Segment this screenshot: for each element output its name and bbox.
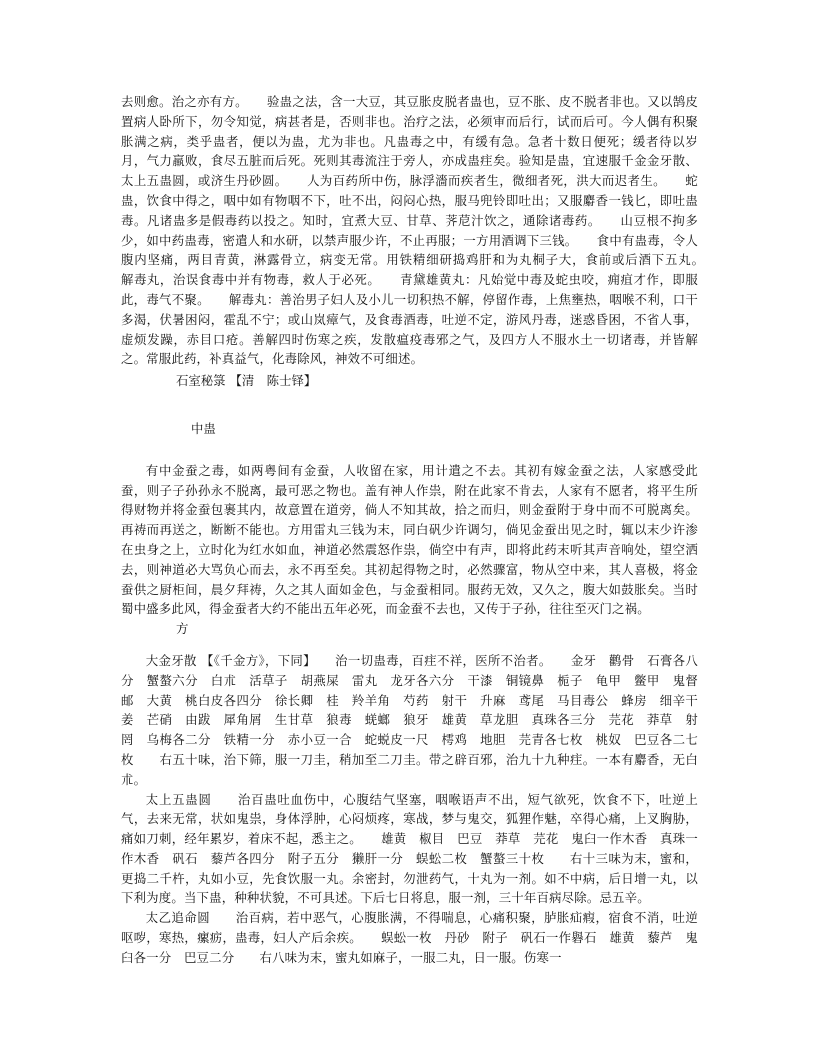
source-citation: 石室秘箓 【清 陈士铎】	[176, 373, 317, 389]
subsection-fang: 方	[176, 621, 189, 637]
recipe-taiyi: 太乙追命圆 治百病，若中恶气，心腹胀满，不得喘息，心痛积聚，胪胀疝瘕，宿食不消，吐逆呕哕，寒热，瘰疬，蛊毒，妇人产后余疾。 蜈蚣一枚 丹砂 附子 矾石一作礜石 雄黄 藜芦 鬼臼各一分 巴豆二分 右八味为末，蜜丸如麻子，一服二丸，日一服。伤寒一	[121, 910, 698, 965]
page-body	[121, 92, 724, 968]
recipe-dajinya: 大金牙散 【《千金方》，下同】 治一切蛊毒，百疰不祥，医所不治者。 金牙 鹳骨 石膏各八分 蟹螯六分 白朮 活草子 胡燕屎 雷丸 龙牙各六分 干漆 铜镜鼻 栀子 龟甲 鳖甲 鬼督邮 大黄 桃白皮各四分 徐长卿 桂 羚羊角 芍药 射干 升麻 鸢尾 马目毒公 蜂房 细辛干姜 芒硝 由跋 犀角屑 生甘草 狼毒 蜣螂 狼牙 雄黄 草龙胆 真珠各三分 芫花 莽草 射罔 乌梅各二分 铁精一分 赤小豆一合 蛇蜕皮一尺 樗鸡 地胆 芫青各七枚 桃奴 巴豆各二七枚 右五十味，治下筛，服一刀圭，稍加至二刀圭。带之辟百邪，治九十九种疰。一本有麝香，无白朮。	[121, 652, 698, 787]
section-title: 中蛊	[191, 420, 216, 436]
recipe-taishang: 太上五蛊圆 治百蛊吐血伤中，心腹结气坚塞，咽喉语声不出，短气欲死，饮食不下，吐逆上气，去来无常，状如鬼祟，身体浮肿，心闷烦疼，寒战，梦与鬼交，狐狸作魅，卒得心痛，上叉胸胁，痛如刀刺，经年累岁，着床不起，悉主之。 雄黄 椒目 巴豆 莽草 芫花 鬼臼一作木香 真珠一作木香 矾石 藜芦各四分 附子五分 獭肝一分 蜈蚣二枚 蟹螯三十枚 右十三味为末，蜜和，更捣二千杵，丸如小豆，先食饮服一丸。余密封，勿泄药气，十丸为一剂。如不中病，后日增一丸，以下利为度。当下蛊，种种状貌，不可具述。下后七日将息，服一剂，三十年百病尽除。忌五辛。	[121, 791, 698, 906]
paragraph-continuation: 去则愈。治之亦有方。 验蛊之法，含一大豆，其豆胀皮脱者蛊也，豆不胀、皮不脱者非也。又以鹄皮置病人卧所下，勿令知觉，病甚者是，否则非也。治疗之法，必须审而后行，试而后可。今人偶有积聚胀满之病，类乎蛊者，便以为蛊，尤为非也。凡蛊毒之中，有缓有急。急者十数日便死；缓者待以岁月，气力羸败，食尽五脏而后死。死则其毒流注于旁人，亦成蛊疰矣。验知是蛊，宜速服千金金牙散、太上五蛊圆，或济生丹砂圆。 人为百药所中伤，脉浮濇而疾者生，微细者死，洪大而迟者生。 蛇蛊，饮食中得之，咽中如有物咽不下，吐不出，闷闷心热，服马兜铃即吐出；又服麝香一钱匕，即吐蛊毒。凡诸蛊多是假毒药以投之。知时，宜煮大豆、甘草、荠苨汁饮之，通除诸毒药。 山豆根不拘多少，如中药蛊毒，密遣人和水研，以禁声服少许，不止再服；一方用酒调下三钱。 食中有蛊毒，令人腹内坚痛，两目青黄，淋露骨立，病变无常。用铁精细研捣鸡肝和为丸桐子大，食前或后酒下五丸。 解毒丸，治误食毒中并有物毒，救人于必死。 青黛雄黄丸：凡始觉中毒及蛇虫咬，痈疽才作，即服此，毒气不聚。 解毒丸：善治男子妇人及小儿一切积热不解，停留作毒，上焦壅热，咽喉不利，口干多渴，伏暑困闷，霍乱不宁；或山岚瘴气，及食毒酒毒，吐逆不定，游风丹毒，迷惑昏困，不省人事，虚烦发躁，赤目口疮。善解四时伤寒之疾，发散瘟疫毒邪之气，及四方人不服水土一切诸毒，并皆解之。常服此药，补真益气，化毒除风，神效不可细述。	[121, 94, 724, 367]
paragraph-jincan: 有中金蚕之毒，如两粤间有金蚕，人收留在家，用计遣之不去。其初有嫁金蚕之法，人家感受此蚕，则子子孙孙永不脱离，最可恶之物也。盖有神人作祟，附在此家不肯去，人家有不愿者，将平生所得财物并将金蚕包裹其内，故意置在道旁，倘人不知其故，拾之而归，则金蚕附于身中而不可脱离矣。再祷而再送之，断断不能也。方用雷丸三钱为末，同白矾少许调匀，倘见金蚕出见之时，辄以末少许渗在虫身之上，立时化为红水如血，神道必然震怒作祟，倘空中有声，即将此药末听其声音响处，望空洒去，则神道必大骂负心而去，永不再至矣。其初起得物之时，必然骤富，物从空中来，其人喜极，将金蚕供之厨柜间，晨夕拜祷，久之其人面如金色，与金蚕相同。服药无效，又久之，腹大如鼓胀矣。当时蜀中盛多此风，得金蚕者大约不能出五年必死，而金蚕不去也，又传于子孙，往往至灭门之祸。	[121, 462, 698, 617]
